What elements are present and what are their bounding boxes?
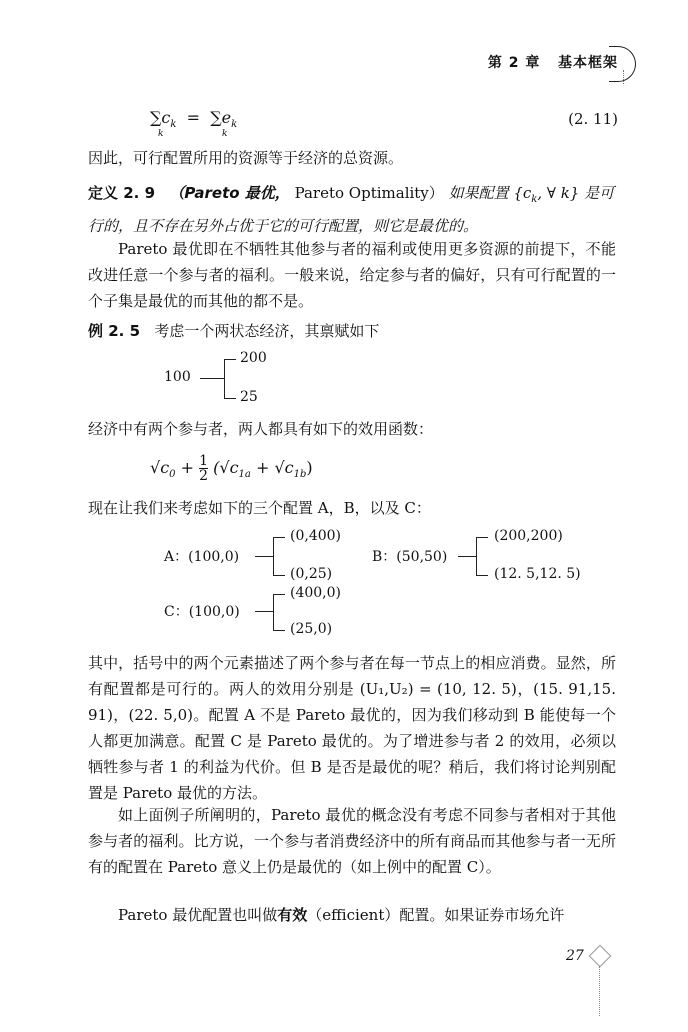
alloc-b-up: (200,200) xyxy=(494,528,563,544)
chapter-title: 基本框架 xyxy=(558,55,618,71)
alloc-b-label: B：(50,50) xyxy=(372,549,448,565)
page-dotted-line xyxy=(599,966,600,1016)
endow-up: 200 xyxy=(240,350,267,366)
tree-up-branch xyxy=(224,359,236,360)
alloc-c-up: (400,0) xyxy=(290,585,342,601)
definition-title-en: Pareto Optimality） xyxy=(294,184,444,202)
tree-vertical xyxy=(224,359,225,398)
definition-body-1: 如果配置 {c xyxy=(448,184,532,202)
emphasis-efficient: 有效 xyxy=(277,906,308,924)
paragraph-2: Pareto 最优即在不牺牲其他参与者的福利或使用更多资源的前提下，不能改进任意一个参与者的福利。一般来说，给定参与者的偏好，只有可行配置的一个子集是最优的而其他的都不是。 xyxy=(88,240,616,310)
example-text: 考虑一个两状态经济，其禀赋如下 xyxy=(154,322,380,340)
paragraph-4: 现在让我们来考虑如下的三个配置 A，B，以及 C： xyxy=(88,499,431,517)
alloc-c-label: C：(100,0) xyxy=(164,604,240,620)
sum-index-left: k xyxy=(158,129,164,139)
alloc-a-up: (0,400) xyxy=(290,528,342,544)
running-header xyxy=(488,52,618,72)
alloc-c-down: (25,0) xyxy=(290,621,333,637)
example-2-5 xyxy=(88,318,616,344)
paragraph-3: 经济中有两个参与者，两人都具有如下的效用函数： xyxy=(88,420,434,438)
paragraph-6: 如上面例子所阐明的，Pareto 最优的概念没有考虑不同参与者相对于其他参与者的福利。比方说，一个参与者消费经济中的所有商品而其他参与者一无所有的配置在 Pareto 意义上仍是最优的（如上例中的配置 C）。 xyxy=(88,806,616,876)
paragraph-7: Pareto 最优配置也叫做有效（efficient）配置。如果证券市场允许 xyxy=(118,906,565,924)
paragraph-5: 其中，括号中的两个元素描述了两个参与者在每一节点上的相应消费。显然，所有配置都是可行的。两人的效用分别是 (U₁,U₂) = (10, 12. 5)，(15. 91,15. 91)，(22. 5,0)。配置 A 不是 Pareto 最优的，因为我们移动到 B 能使每一个人都更加满意。配置 C 是 Pareto 最优的。为了增进参与者 2 的效用，必须以牺牲参与者 1 的利益为代价。但 B 是否是最优的呢？稍后，我们将讨论判别配置是 Pareto 最优的方法。 xyxy=(88,654,616,802)
page-number: 27 xyxy=(566,948,584,964)
example-label: 例 2. 5 xyxy=(88,322,141,340)
page-diamond-ornament xyxy=(589,945,612,968)
tree-down-branch xyxy=(224,398,236,399)
definition-title: （Pareto 最优， xyxy=(169,184,290,202)
chapter-label: 第 2 章 xyxy=(487,55,541,71)
definition-label: 定义 2. 9 xyxy=(88,184,156,202)
definition-2-9: 定义 2. 9 （Pareto 最优， Pareto Optimality） 如果配置 {$c_k$, ∀ k} 是可 行的，且不存在另外占优于它的可行配置，则它是最优的。 xyxy=(88,184,615,235)
alloc-a-label: A：(100,0) xyxy=(164,549,240,565)
definition-body-2: 行的，且不存在另外占优于它的可行配置，则它是最优的。 xyxy=(88,217,479,235)
equation-2-11: $\sum c_k = \sum e_k$ xyxy=(150,108,238,131)
tree-stem xyxy=(200,378,224,379)
endow-down: 25 xyxy=(240,389,258,405)
utility-function: $√c_0 + \frac{1}{2}$ $(√c_{1a} + √c_{1b})$ xyxy=(150,453,313,484)
paragraph-1: 因此，可行配置所用的资源等于经济的总资源。 xyxy=(88,149,404,167)
sum-index-right: k xyxy=(222,129,228,139)
equation-number: (2. 11) xyxy=(568,110,618,128)
alloc-b-down: (12. 5,12. 5) xyxy=(494,566,581,582)
endow-root: 100 xyxy=(164,369,191,385)
alloc-a-down: (0,25) xyxy=(290,566,333,582)
header-dotted-line xyxy=(623,70,624,84)
